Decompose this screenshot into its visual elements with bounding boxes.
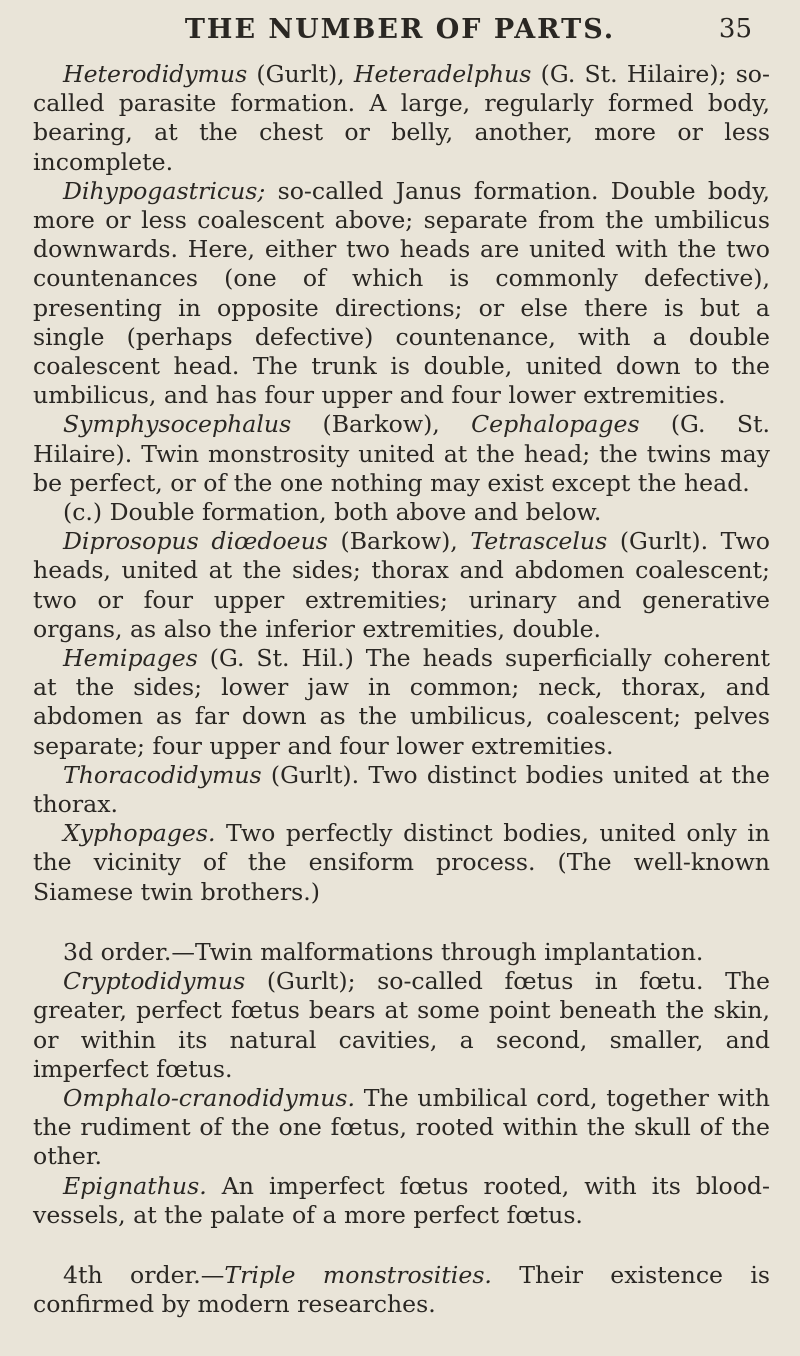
paragraph-text: 4th order.—: [63, 1260, 225, 1289]
paragraph-text: (Gurlt). Two heads, united at the sides; thorax and abdomen coalescent; two or four upper extremities; urinary and generative organs, as also the inferior extremities, double.: [33, 527, 770, 643]
paragraph-text: so-called Janus formation. Double body, more or less coalescent above; separate from the umbilicus downwards. Here, either two heads are united with the two countenances (one of which is commonly defective), presenting in opposite directions; or else there is but a single (perhaps defective) countenance, with a double coalescent head. The trunk is double, united down to the umbilicus, and has four upper and four lower extremities.: [33, 176, 770, 410]
term-name: Tetrascelus: [470, 527, 608, 556]
paragraph: [33, 498, 770, 527]
paragraph: [33, 938, 770, 967]
paragraph: [33, 644, 770, 761]
section-gap: [33, 1230, 770, 1261]
paragraph-text: 3d order.—Twin malformations through implantation.: [63, 937, 704, 966]
paragraph-text: Their existence is confirmed by modern researches.: [33, 1260, 770, 1319]
term-name: Thoracodidymus: [63, 760, 262, 789]
paragraph-text: Two perfectly distinct bodies, united only in the vicinity of the ensiform process. (The well-known Siamese twin brothers.): [33, 819, 770, 906]
paragraph: [33, 527, 770, 644]
running-title: THE NUMBER OF PARTS.: [184, 14, 616, 45]
paragraph-text: (Gurlt),: [247, 60, 354, 88]
paragraph-text: The umbilical cord, together with the rudiment of the one fœtus, rooted within the skull of the other.: [33, 1083, 770, 1171]
paragraph-text: (Gurlt). Two distinct bodies united at the thorax.: [33, 760, 770, 819]
term-name: Triple monstrosities.: [224, 1260, 492, 1289]
paragraph: [33, 1172, 770, 1230]
paragraph-text: (Gurlt); so-called fœtus in fœtu. The greater, perfect fœtus bears at some point beneath the skin, or within its natural cavities, a second, smaller, and imperfect fœtus.: [33, 967, 770, 1083]
paragraph-text: (c.) Double formation, both above and below.: [63, 498, 602, 527]
section-gap: [33, 907, 770, 938]
term-name: Xyphopages.: [63, 819, 216, 848]
term-name: Cryptodidymus: [63, 967, 246, 996]
page-header: [0, 14, 800, 48]
term-name: Omphalo-cranodidymus.: [63, 1083, 356, 1112]
term-name: Heterodidymus: [63, 60, 248, 88]
paragraph-text: (G. St. Hilaire); so-called parasite formation. A large, regularly formed body, bearing, at the chest or belly, another, more or less incomplete.: [33, 60, 770, 176]
paragraph: [33, 761, 770, 819]
paragraph: [33, 60, 770, 177]
paragraph: [33, 410, 770, 498]
term-name: Cephalopages: [471, 410, 640, 439]
paragraph: [33, 177, 770, 411]
term-name: Hemipages: [63, 644, 198, 673]
term-name: Heteradelphus: [353, 60, 532, 88]
paragraph-text: (G. St. Hil.) The heads superficially coherent at the sides; lower jaw in common; neck, thorax, and abdomen as far down as the umbilicus, coalescent; pelves separate; four upper and four lower extremities.: [33, 644, 770, 760]
term-name: Epignathus.: [63, 1171, 207, 1200]
term-name: Symphysocephalus: [63, 410, 292, 439]
term-name: Dihypogastricus;: [63, 176, 266, 205]
page-body: [33, 60, 770, 1319]
term-name: Diprosopus diœdoeus: [63, 527, 328, 556]
paragraph: [33, 819, 770, 907]
paragraph-text: An imperfect fœtus rooted, with its blood-vessels, at the palate of a more perfect fœtus.: [33, 1171, 770, 1229]
paragraph: [33, 1261, 770, 1319]
paragraph-text: (G. St. Hilaire). Twin monstrosity united at the head; the twins may be perfect, or of the one nothing may exist except the head.: [33, 410, 770, 497]
paragraph: [33, 1084, 770, 1172]
paragraph-text: (Barkow),: [291, 410, 472, 439]
paragraph-text: (Barkow),: [327, 527, 471, 556]
paragraph: [33, 967, 770, 1084]
page-number: 35: [718, 14, 752, 44]
